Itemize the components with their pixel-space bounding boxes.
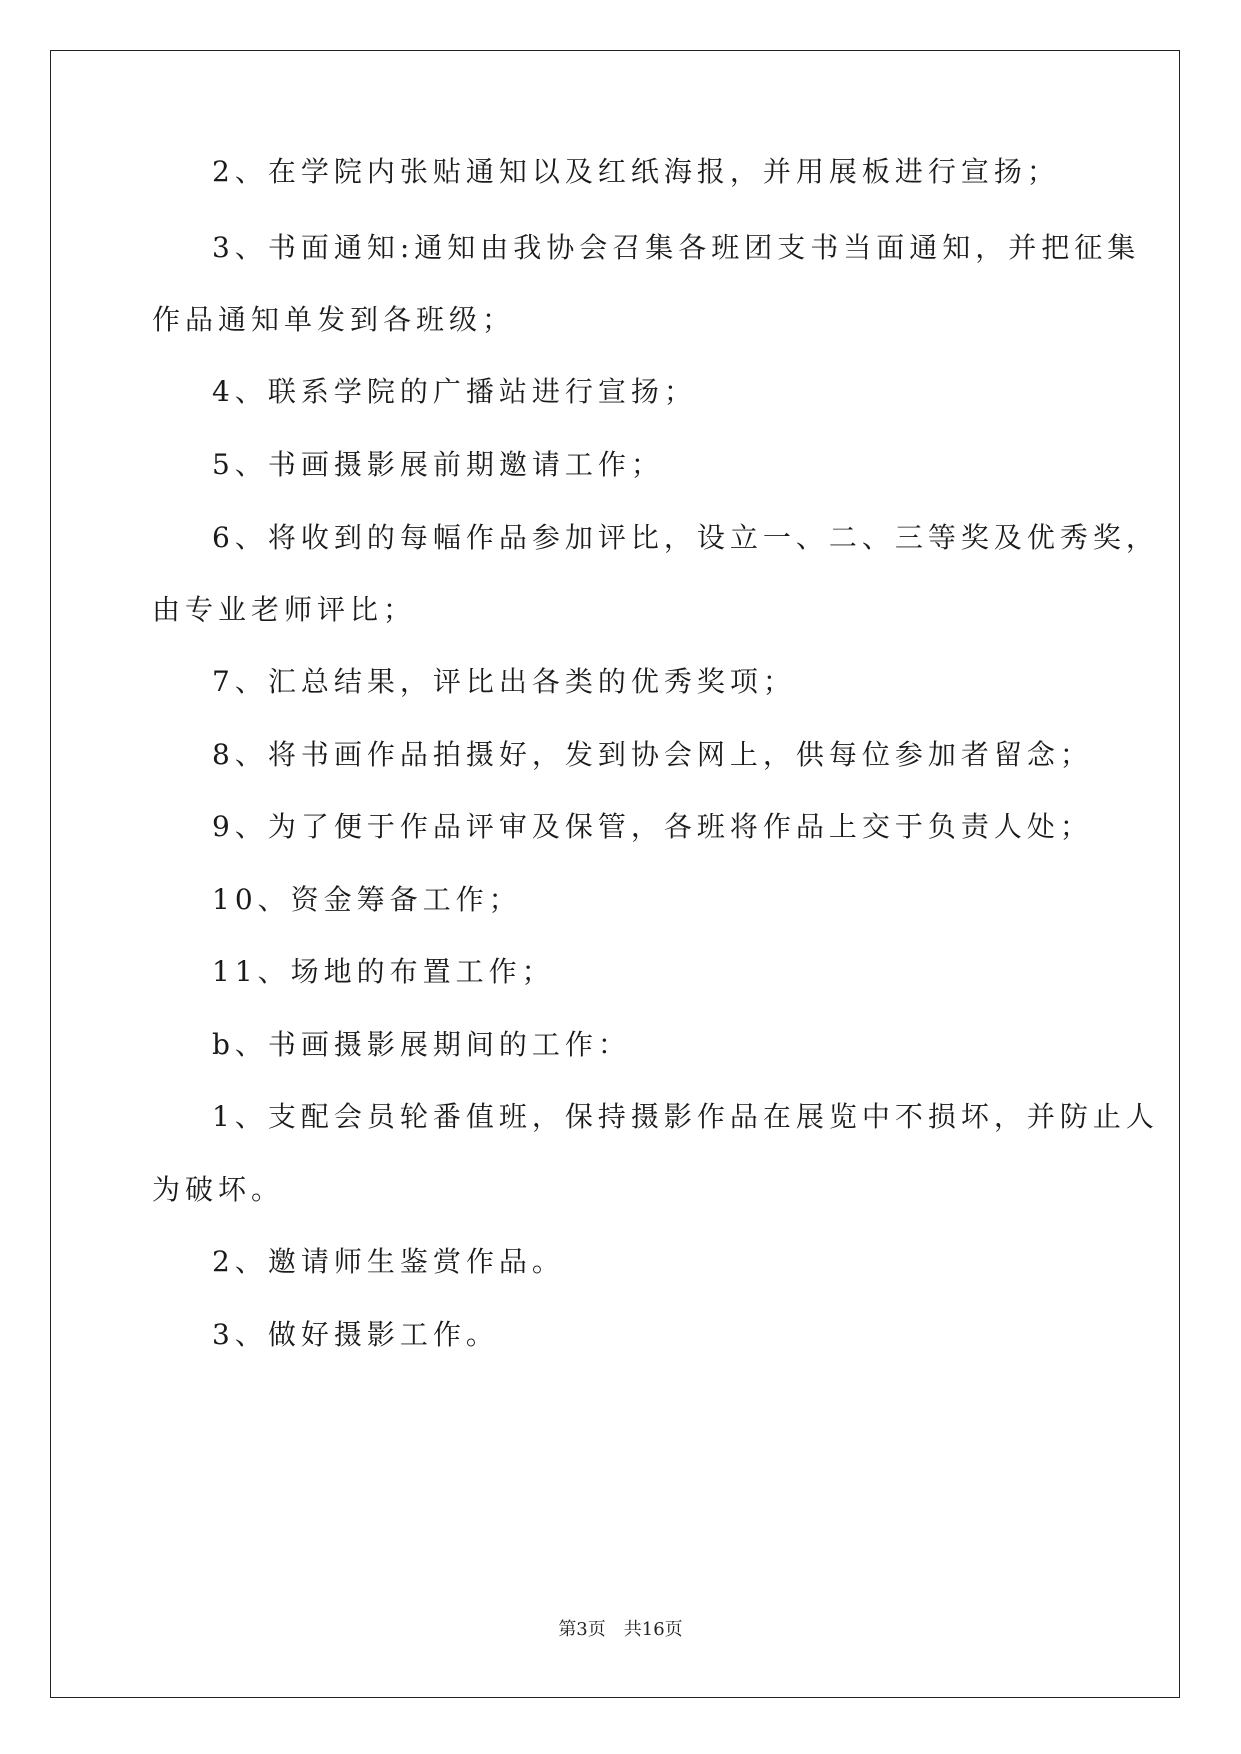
paragraph-line: 7、汇总结果，评比出各类的优秀奖项； [212,665,796,698]
paragraph-line: 2、在学院内张贴通知以及红纸海报，并用展板进行宣扬； [212,155,1060,188]
page-border [50,50,1180,1698]
paragraph-line: 8、将书画作品拍摄好，发到协会网上，供每位参加者留念； [212,738,1093,771]
paragraph-line: 由专业老师评比； [152,593,417,626]
paragraph-line: 1、支配会员轮番值班，保持摄影作品在展览中不损坏，并防止人 [212,1100,1159,1133]
paragraph-line: 3、做好摄影工作。 [212,1318,499,1351]
paragraph-line: 9、为了便于作品评审及保管，各班将作品上交于负责人处； [212,810,1093,843]
paragraph-line: 作品通知单发到各班级； [152,303,516,336]
paragraph-line: 6、将收到的每幅作品参加评比，设立一、二、三等奖及优秀奖， [212,521,1159,554]
paragraph-line: 10、资金筹备工作； [212,883,522,916]
page-footer [0,1615,1241,1641]
paragraph-line: 3、书面通知:通知由我协会召集各班团支书当面通知，并把征集 [212,231,1141,264]
paragraph-line: 为破坏。 [152,1173,285,1206]
paragraph-line: 11、场地的布置工作； [212,955,555,988]
page-total: 共16页 [623,1619,683,1640]
paragraph-line: b、书画摄影展期间的工作： [212,1028,631,1061]
paragraph-line: 5、书画摄影展前期邀请工作； [212,448,664,481]
paragraph-line: 2、邀请师生鉴赏作品。 [212,1245,565,1278]
page-number: 第3页 [558,1619,606,1640]
paragraph-line: 4、联系学院的广播站进行宣扬； [212,375,697,408]
